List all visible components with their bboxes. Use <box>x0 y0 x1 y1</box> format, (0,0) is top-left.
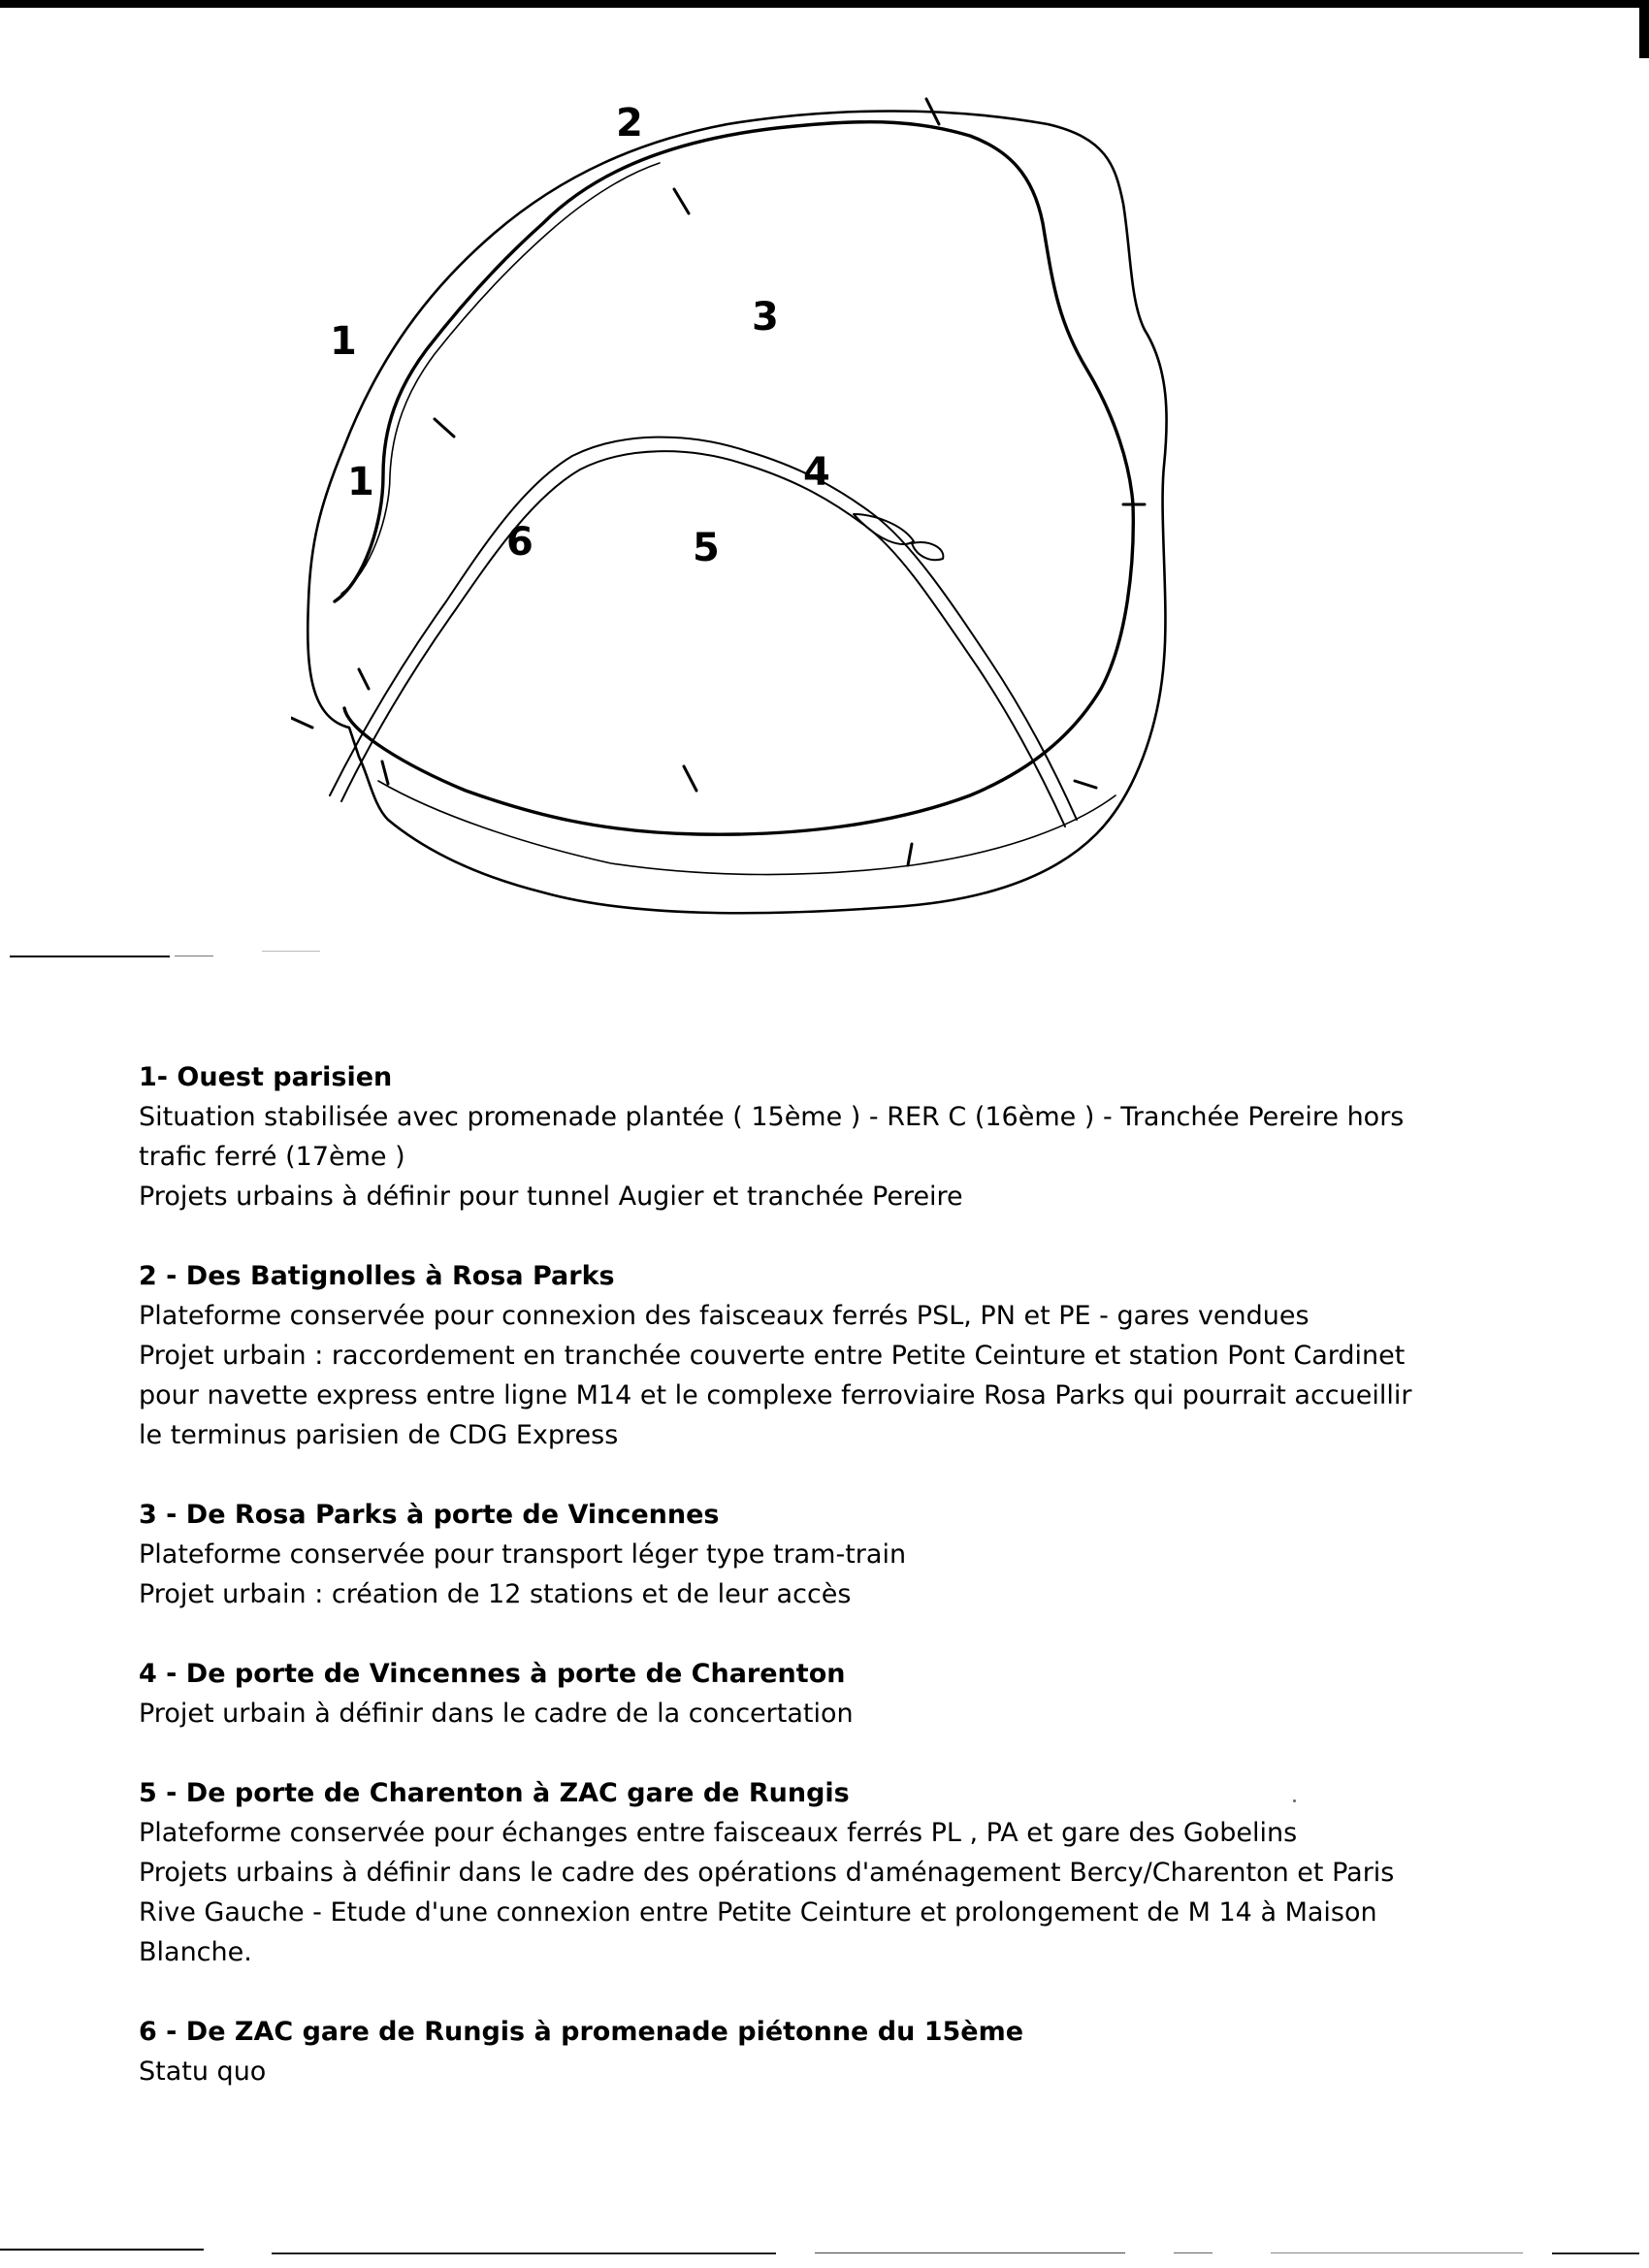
map-label-2: 2 <box>616 101 643 146</box>
section-title: 3 - De Rosa Parks à porte de Vincennes <box>139 1500 720 1530</box>
tick-10 <box>382 761 388 784</box>
petite-ceinture-ring <box>335 122 1133 835</box>
map-label-5: 5 <box>693 526 720 570</box>
section-2 <box>139 1256 1497 1455</box>
tick-1 <box>435 419 454 437</box>
petite-ceinture-south-parallel <box>378 781 1116 875</box>
separator-line-top-faint-2 <box>262 951 320 952</box>
section-6 <box>139 2012 1497 2091</box>
map-label-4: 4 <box>803 450 830 495</box>
separator-line-bottom-5 <box>1271 2252 1523 2253</box>
section-line: Situation stabilisée avec promenade plantée ( 15ème ) - RER C (16ème ) - Tranchée Pereire hors <box>139 1102 1405 1132</box>
section-line: pour navette express entre ligne M14 et le complexe ferroviaire Rosa Parks qui pourrait accueillir <box>139 1380 1412 1410</box>
section-title: 1- Ouest parisien <box>139 1062 393 1092</box>
scan-top-border <box>0 0 1649 8</box>
section-line: Projet urbain : création de 12 stations et de leur accès <box>139 1579 852 1609</box>
tick-2 <box>674 189 689 213</box>
tick-7 <box>684 766 696 791</box>
paris-outer-boundary <box>307 112 1166 914</box>
seine-river-bank-2 <box>341 451 1065 826</box>
section-3 <box>139 1495 1497 1614</box>
separator-line-bottom-4 <box>1174 2252 1212 2253</box>
section-title: 6 - De ZAC gare de Rungis à promenade piétonne du 15ème <box>139 2017 1024 2047</box>
section-4 <box>139 1654 1497 1733</box>
separator-line-bottom-2 <box>272 2252 776 2254</box>
tick-9 <box>359 669 369 689</box>
section-title: 4 - De porte de Vincennes à porte de Charenton <box>139 1659 846 1689</box>
section-line: Projet urbain à définir dans le cadre de la concertation <box>139 1699 854 1729</box>
tick-8 <box>291 718 312 728</box>
map-label-1-north: 1 <box>330 319 357 364</box>
section-line: Projets urbains à définir pour tunnel Augier et tranchée Pereire <box>139 1182 963 1212</box>
section-5 <box>139 1773 1497 1972</box>
map-label-3: 3 <box>752 295 779 340</box>
separator-line-bottom-6 <box>1552 2252 1639 2254</box>
scan-right-border <box>1639 0 1649 58</box>
separator-line-top <box>10 956 170 957</box>
tick-6 <box>908 844 912 865</box>
separator-line-bottom <box>0 2249 204 2251</box>
section-line: Projet urbain : raccordement en tranchée couverte entre Petite Ceinture et station Pont Cardinet <box>139 1341 1406 1371</box>
ile-de-la-cite <box>854 514 914 544</box>
section-line: Plateforme conservée pour transport léger type tram-train <box>139 1539 907 1570</box>
section-line: Rive Gauche - Etude d'une connexion entre Petite Ceinture et prolongement de M 14 à Maison <box>139 1897 1377 1928</box>
section-list <box>139 1057 1497 2131</box>
map-label-6: 6 <box>506 520 534 565</box>
separator-line-bottom-3 <box>815 2252 1125 2253</box>
petite-ceinture-sketch-map <box>291 97 1358 951</box>
section-line: Plateforme conservée pour connexion des faisceaux ferrés PSL, PN et PE - gares vendues <box>139 1301 1310 1331</box>
tick-5 <box>1075 781 1096 788</box>
section-line: Projets urbains à définir dans le cadre des opérations d'aménagement Bercy/Charenton et Paris <box>139 1858 1395 1888</box>
section-title: 5 - De porte de Charenton à ZAC gare de Rungis <box>139 1778 850 1808</box>
scan-speck <box>1293 1799 1296 1802</box>
section-line: Plateforme conservée pour échanges entre faisceaux ferrés PL , PA et gare des Gobelins <box>139 1818 1298 1848</box>
section-line: Blanche. <box>139 1937 252 1967</box>
section-line: trafic ferré (17ème ) <box>139 1142 405 1172</box>
section-1 <box>139 1057 1497 1216</box>
map-label-1-south: 1 <box>347 460 374 504</box>
section-line: Statu quo <box>139 2057 267 2087</box>
section-title: 2 - Des Batignolles à Rosa Parks <box>139 1261 615 1291</box>
section-line: le terminus parisien de CDG Express <box>139 1420 619 1450</box>
